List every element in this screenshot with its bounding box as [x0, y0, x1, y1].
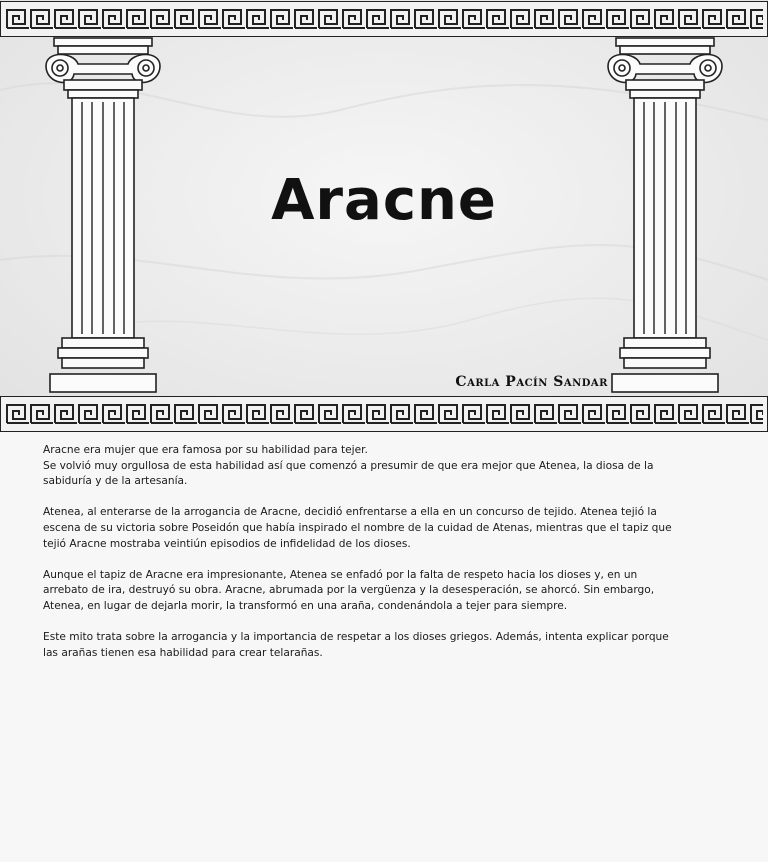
- text-line: Atenea, al enterarse de la arrogancia de Aracne, decidió enfrentarse a ella en un concurso de tejido. Atenea tejió la escena de su victoria sobre Poseidón que había inspirado el nombre de la cuidad de Atenas, mientras que el tapiz que tejió Aracne mostraba veintiún episodios de infidelidad de los dioses.: [43, 506, 672, 550]
- text-line: Aracne era mujer que era famosa por su habilidad para tejer.: [43, 444, 368, 456]
- text-line: Se volvió muy orgullosa de esta habilidad así que comenzó a presumir de que era mejor que Atenea, la diosa de la sabiduría y de la artesanía.: [43, 459, 654, 488]
- author-name: Carla Pacín Sandar: [455, 374, 608, 390]
- greek-key-border-top: [0, 1, 768, 37]
- greek-key-border-icon: [1, 2, 767, 36]
- paragraph: [43, 630, 673, 661]
- text-line: Este mito trata sobre la arrogancia y la importancia de respetar a los dioses griegos. Además, intenta explicar porque las arañas tienen esa habilidad para crear telarañas.: [43, 631, 669, 659]
- text-line: Aunque el tapiz de Aracne era impresionante, Atenea se enfadó por la falta de respeto hacia los dioses y, en un arrebato de ira, destruyó su obra. Aracne, abrumada por la vergüenza y la desesperación, se ahorcó. Sin embargo, Atenea, en lugar de dejarla morir, la transformó en una araña, condenándola a tejer para siempre.: [43, 568, 655, 612]
- greek-key-border-bottom: [0, 396, 768, 432]
- paragraph: [43, 568, 673, 615]
- greek-key-border-icon: [1, 397, 767, 431]
- paragraph: [43, 443, 673, 490]
- page-title: Aracne: [271, 168, 497, 233]
- article-body: [43, 443, 673, 677]
- paragraph: [43, 505, 673, 552]
